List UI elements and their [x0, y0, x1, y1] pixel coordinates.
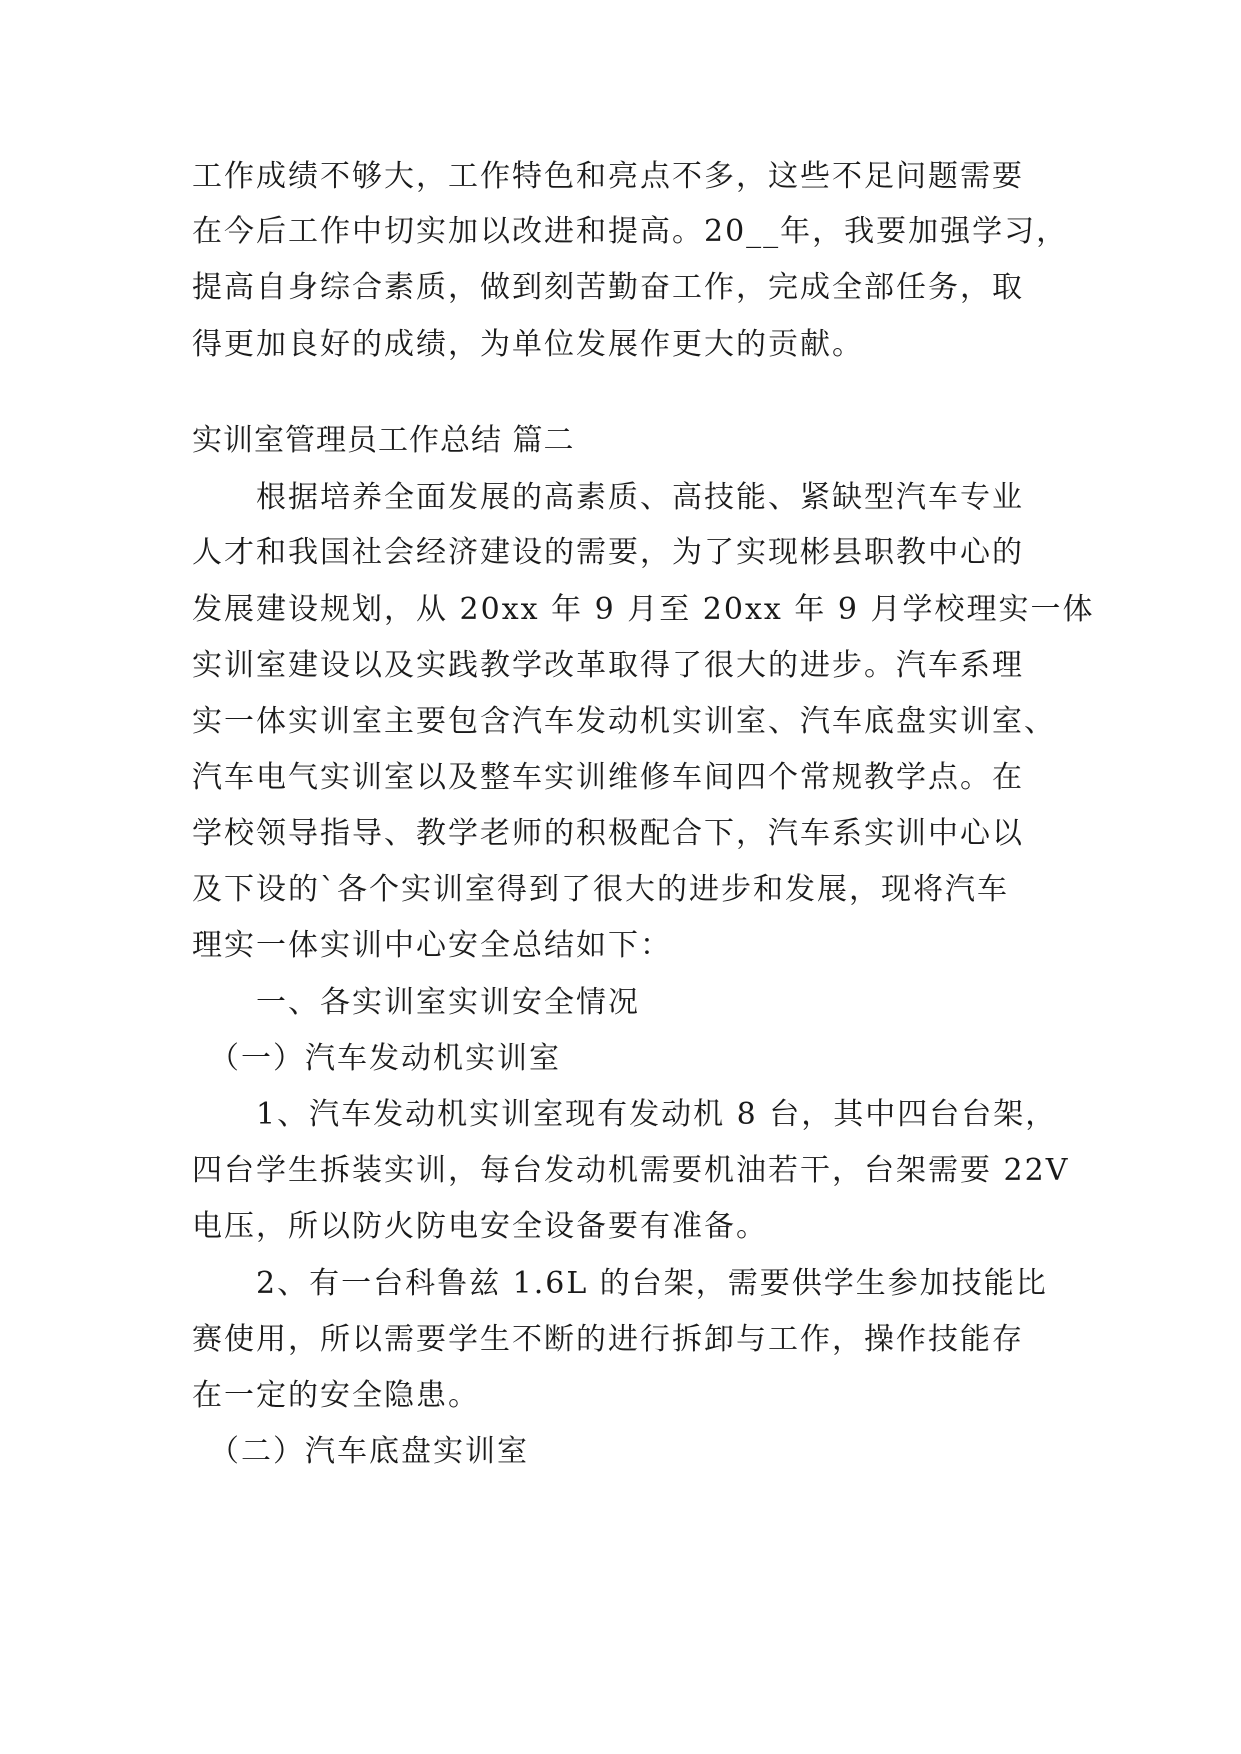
- body-line: 实一体实训室主要包含汽车发动机实训室、汽车底盘实训室、: [192, 704, 1056, 739]
- body-line: 赛使用，所以需要学生不断的进行拆卸与工作，操作技能存: [192, 1322, 1024, 1357]
- body-line: 学校领导指导、教学老师的积极配合下，汽车系实训中心以: [192, 816, 1024, 851]
- intro-line: 得更加良好的成绩，为单位发展作更大的贡献。: [192, 327, 864, 362]
- body-line: 根据培养全面发展的高素质、高技能、紧缺型汽车专业: [192, 480, 1024, 515]
- body-line: 电压，所以防火防电安全设备要有准备。: [192, 1209, 768, 1244]
- intro-line: 工作成绩不够大，工作特色和亮点不多，这些不足问题需要: [192, 159, 1024, 194]
- body-line: 1、汽车发动机实训室现有发动机 8 台，其中四台台架，: [192, 1097, 1058, 1132]
- body-line: 理实一体实训中心安全总结如下：: [192, 928, 672, 963]
- body-line: 在一定的安全隐患。: [192, 1378, 480, 1413]
- intro-line: 在今后工作中切实加以改进和提高。20__年，我要加强学习，: [192, 214, 1069, 249]
- body-line: （二）汽车底盘实训室: [192, 1434, 529, 1469]
- body-line: 2、有一台科鲁兹 1.6L 的台架，需要供学生参加技能比: [192, 1266, 1048, 1301]
- body-line: （一）汽车发动机实训室: [192, 1041, 561, 1076]
- intro-line: 提高自身综合素质，做到刻苦勤奋工作，完成全部任务，取: [192, 270, 1024, 305]
- body-line: 人才和我国社会经济建设的需要，为了实现彬县职教中心的: [192, 535, 1024, 570]
- body-line: 一、各实训室实训安全情况: [192, 985, 640, 1020]
- body-line: 汽车电气实训室以及整车实训维修车间四个常规教学点。在: [192, 760, 1024, 795]
- body-line: 四台学生拆装实训，每台发动机需要机油若干，台架需要 22V: [192, 1153, 1070, 1188]
- body-line: 实训室建设以及实践教学改革取得了很大的进步。汽车系理: [192, 648, 1024, 683]
- body-line: 发展建设规划，从 20xx 年 9 月至 20xx 年 9 月学校理实一体: [192, 592, 1095, 627]
- body-line: 及下设的`各个实训室得到了很大的进步和发展，现将汽车: [192, 872, 1009, 907]
- section-title: 实训室管理员工作总结 篇二: [192, 423, 575, 458]
